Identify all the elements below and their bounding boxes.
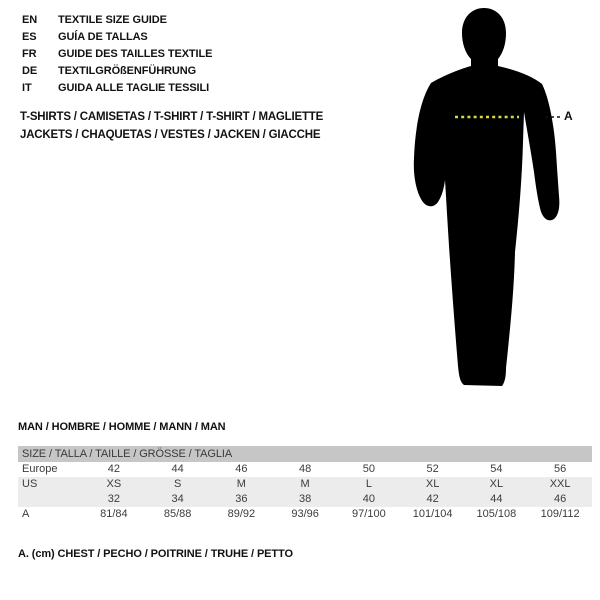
table-cell: 48 — [299, 463, 312, 475]
measurement-footnote: A. (cm) CHEST / PECHO / POITRINE / TRUHE / PETTO — [18, 548, 293, 560]
table-cell: 52 — [426, 463, 439, 475]
table-cell: M — [300, 478, 310, 490]
table-cell: 97/100 — [352, 508, 386, 520]
language-label: TEXTILGRÖßENFÜHRUNG — [58, 65, 197, 77]
table-cell: 109/112 — [540, 508, 580, 520]
language-code: DE — [22, 65, 38, 77]
category-line-tshirts: T-SHIRTS / CAMISETAS / T-SHIRT / T-SHIRT / MAGLIETTE — [20, 111, 324, 123]
row-label: A — [22, 508, 30, 520]
table-cell: XXL — [549, 478, 571, 490]
category-line-jackets: JACKETS / CHAQUETAS / VESTES / JACKEN / GIACCHE — [20, 129, 321, 141]
man-silhouette-figure — [400, 0, 600, 400]
table-cell: 101/104 — [412, 508, 453, 520]
section-title-man: MAN / HOMBRE / HOMME / MANN / MAN — [18, 421, 226, 433]
table-cell: XL — [489, 478, 504, 490]
table-row-chest-a — [18, 507, 592, 522]
table-cell: 38 — [299, 493, 312, 505]
table-cell: 44 — [490, 493, 503, 505]
language-label: GUIDE DES TAILLES TEXTILE — [58, 48, 213, 60]
language-row — [22, 63, 212, 80]
table-row-us-numeric — [18, 492, 592, 507]
table-cell: 44 — [171, 463, 184, 475]
table-cell: 36 — [235, 493, 248, 505]
table-cell: 56 — [554, 463, 567, 475]
table-cell: M — [236, 478, 246, 490]
table-cell: 89/92 — [227, 508, 256, 520]
table-cell: 54 — [490, 463, 503, 475]
category-list — [20, 108, 323, 144]
language-code: FR — [22, 48, 37, 60]
table-cell: XL — [425, 478, 440, 490]
table-cell: 50 — [362, 463, 375, 475]
language-code: IT — [22, 82, 32, 94]
table-row-europe — [18, 462, 592, 477]
language-label: TEXTILE SIZE GUIDE — [58, 14, 167, 26]
language-row — [22, 12, 212, 29]
table-cell: 42 — [426, 493, 439, 505]
table-cell: 85/88 — [163, 508, 192, 520]
measure-label-a: A — [564, 109, 573, 123]
table-cell: XS — [106, 478, 122, 490]
table-cell: 40 — [362, 493, 375, 505]
table-cell: L — [365, 478, 372, 490]
table-cell: 81/84 — [100, 508, 128, 520]
table-cell: S — [173, 478, 182, 490]
table-cell: 93/96 — [291, 508, 319, 520]
table-row-us — [18, 477, 592, 492]
language-label: GUIDA ALLE TAGLIE TESSILI — [58, 82, 210, 94]
table-cell: 34 — [171, 493, 184, 505]
table-cell: 42 — [107, 463, 120, 475]
language-code: EN — [22, 14, 38, 26]
table-cell: 46 — [235, 463, 248, 475]
row-label: Europe — [22, 463, 58, 475]
man-silhouette-svg — [400, 0, 600, 400]
language-row — [22, 80, 212, 97]
man-silhouette-path — [414, 8, 560, 386]
table-cell: 105/108 — [476, 508, 517, 520]
table-cell: 46 — [554, 493, 567, 505]
language-row — [22, 29, 212, 46]
size-table — [18, 446, 592, 522]
language-label: GUÍA DE TALLAS — [58, 31, 148, 43]
row-label: US — [22, 478, 38, 490]
table-cell: 32 — [107, 493, 120, 505]
language-row — [22, 46, 212, 63]
language-legend — [22, 12, 212, 97]
row-label — [18, 492, 82, 507]
language-code: ES — [22, 31, 37, 43]
size-table-header: SIZE / TALLA / TAILLE / GRÖSSE / TAGLIA — [18, 446, 592, 462]
